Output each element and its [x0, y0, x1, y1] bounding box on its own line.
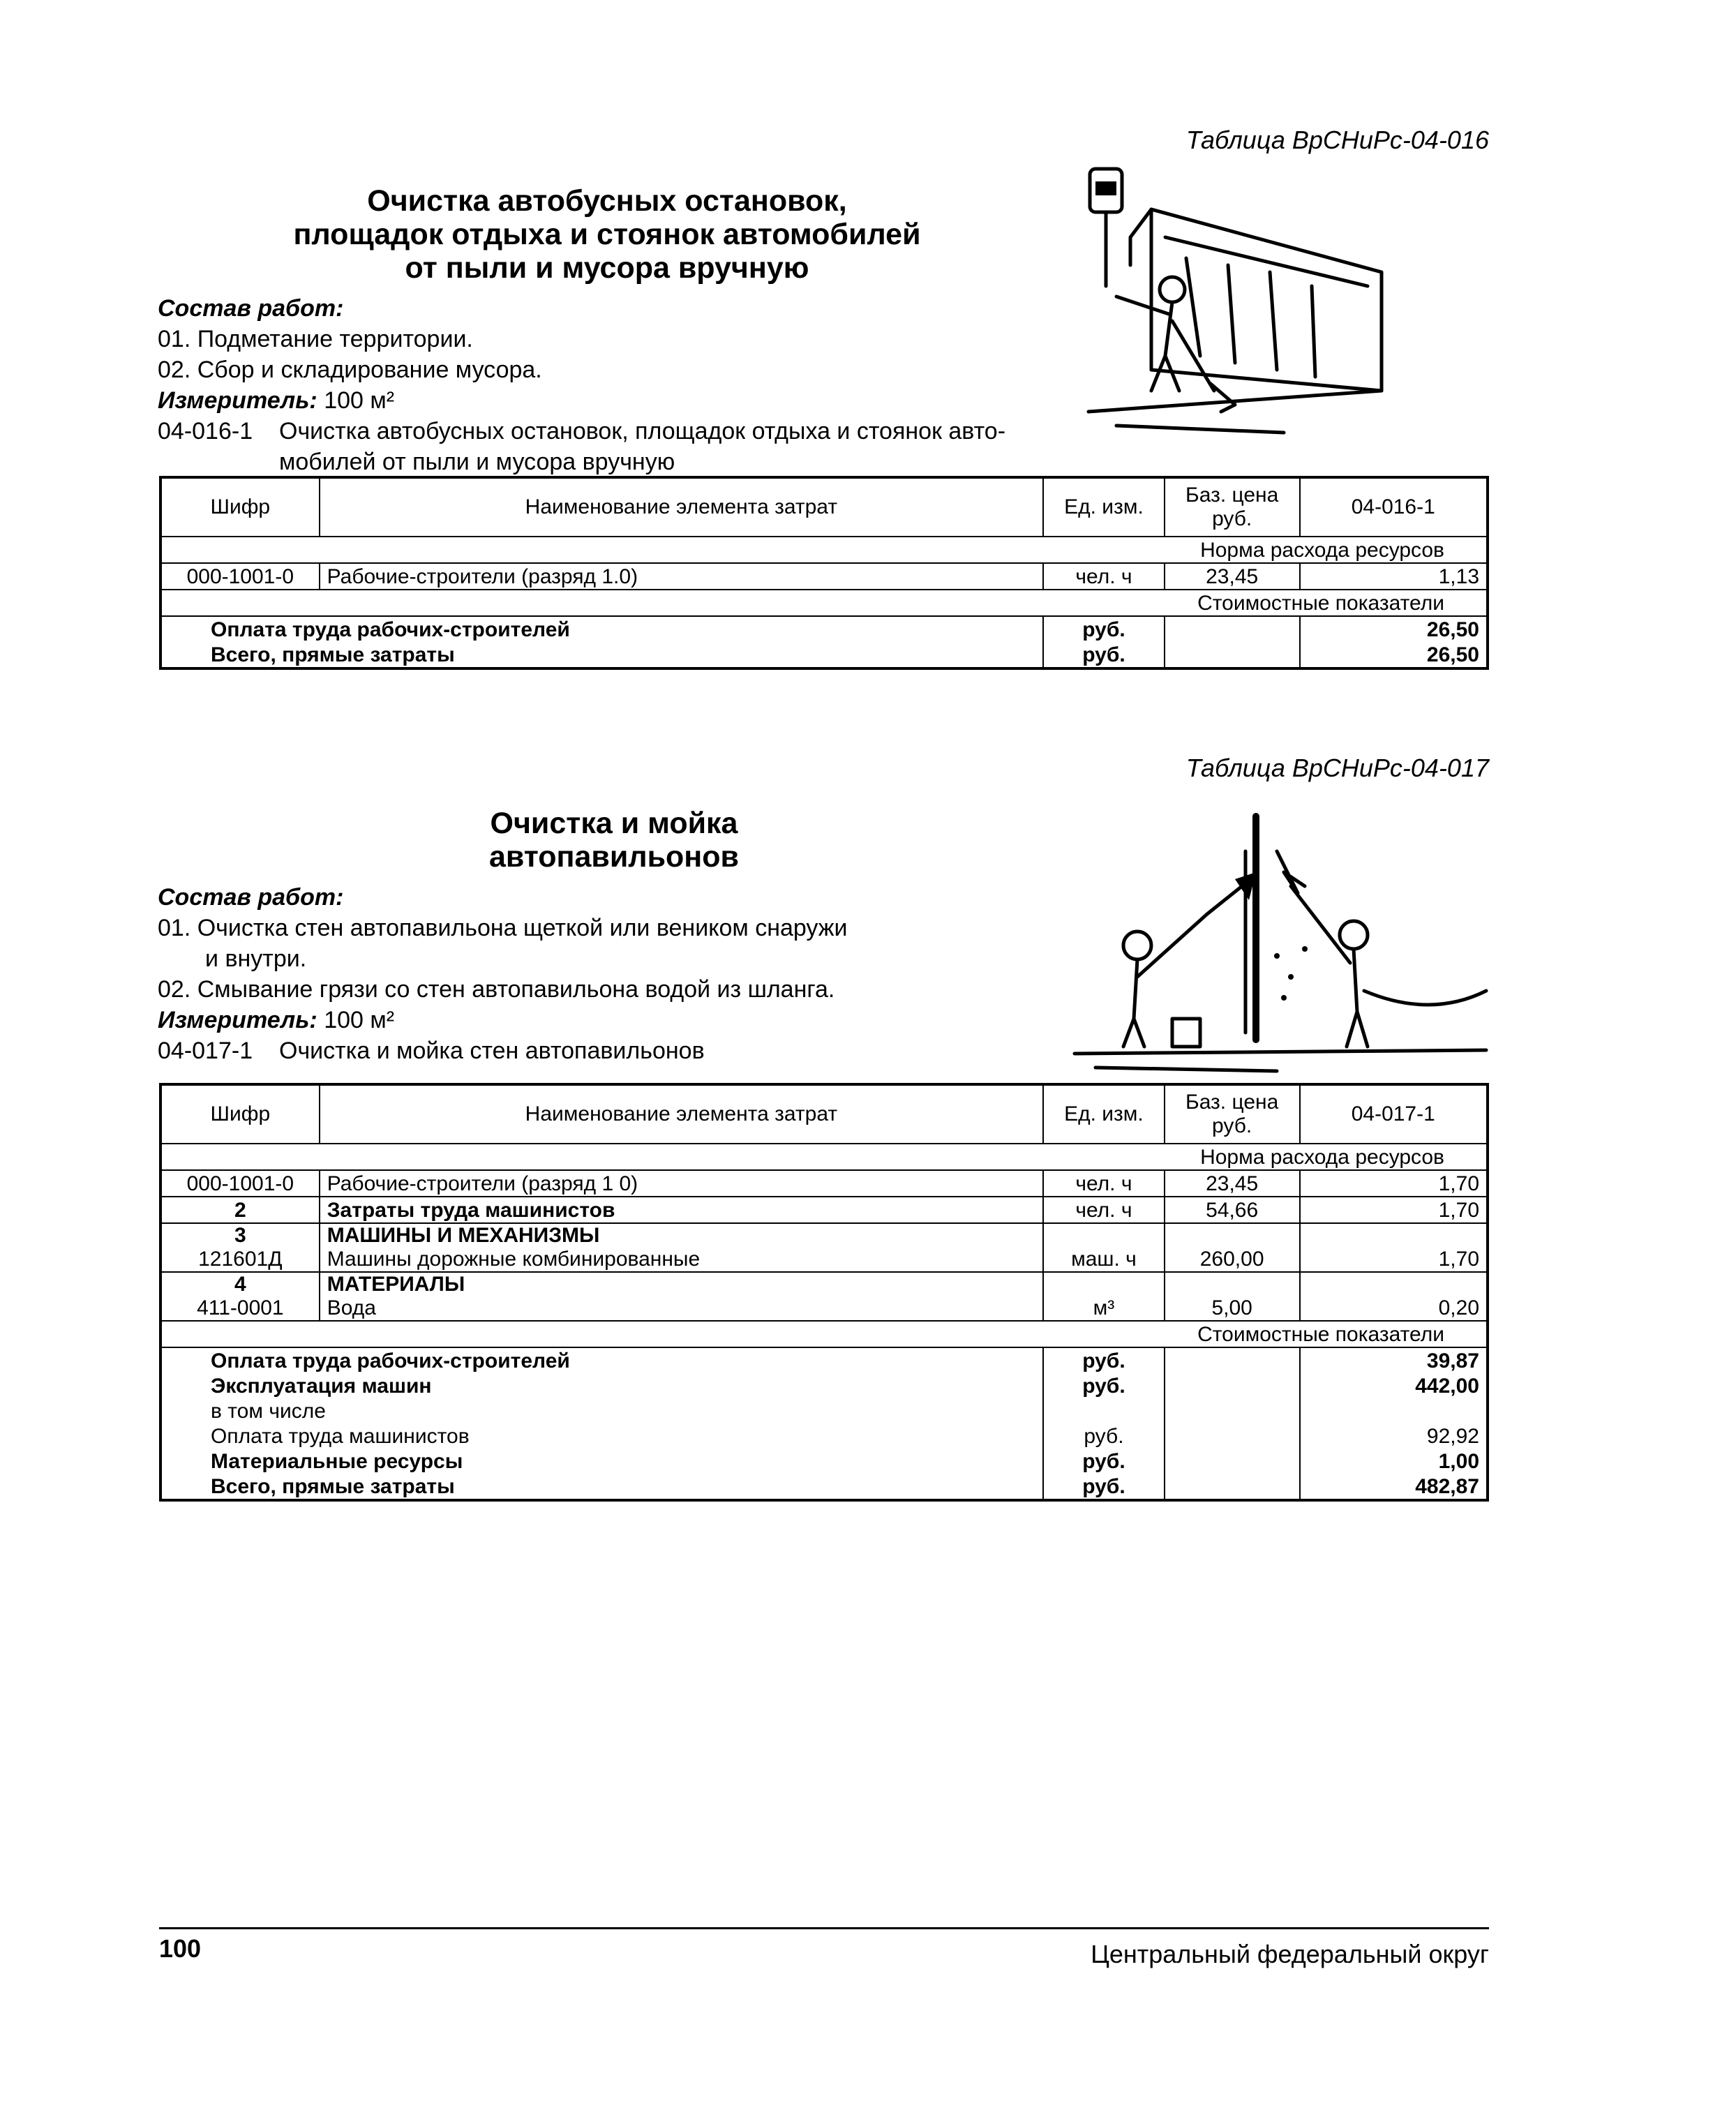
- cell-code: 000-1001-0: [160, 563, 320, 590]
- cell-price: 23,45: [1165, 563, 1300, 590]
- header-unit: Ед. изм.: [1043, 477, 1165, 537]
- cost-row: [160, 1474, 1488, 1500]
- cost-value: 92,92: [1300, 1423, 1488, 1449]
- cost-row: [160, 616, 1488, 642]
- header-price-line: Баз. цена: [1185, 1091, 1279, 1114]
- header-code: Шифр: [160, 477, 320, 537]
- cost-value: 26,50: [1300, 616, 1488, 642]
- code-line-code: 04-016-1: [158, 418, 253, 444]
- header-norm-code: 04-016-1: [1300, 477, 1488, 537]
- cost-row: [160, 1423, 1488, 1449]
- section-2-description: [158, 882, 1065, 1066]
- cost-unit: руб.: [1043, 1423, 1165, 1449]
- title-line: Очистка автобусных остановок,: [367, 184, 847, 218]
- cell-name: [320, 1272, 1043, 1321]
- group-code: 3: [234, 1224, 246, 1247]
- cell-price: 260,00: [1165, 1223, 1300, 1272]
- meter-label: Измеритель:: [158, 387, 317, 414]
- header-price-line: руб.: [1212, 1114, 1252, 1137]
- table-row: [160, 1170, 1488, 1197]
- cell-name: Затраты труда машинистов: [320, 1197, 1043, 1223]
- cost-empty: [1165, 642, 1300, 668]
- cell-unit: чел. ч: [1043, 563, 1165, 590]
- step-item: 02. Сбор и складирование мусора.: [158, 357, 542, 383]
- cost-name: Оплата труда машинистов: [160, 1423, 1043, 1449]
- cost-unit: [1043, 1398, 1165, 1423]
- step-item: 02. Смывание грязи со стен автопавильона водой из шланга.: [158, 976, 835, 1003]
- cost-header: Стоимостные показатели: [160, 1321, 1488, 1347]
- meter-value: 100 м²: [324, 387, 395, 414]
- cost-unit: руб.: [1043, 1373, 1165, 1398]
- section-1-description: [158, 293, 1135, 477]
- cell-value: 1,70: [1300, 1197, 1488, 1223]
- cost-name: в том числе: [160, 1398, 1043, 1423]
- cost-empty: [1165, 1347, 1300, 1373]
- group-name: МАШИНЫ И МЕХАНИЗМЫ: [327, 1224, 600, 1247]
- header-price-line: Баз. цена: [1185, 484, 1279, 507]
- cost-row: [160, 1398, 1488, 1423]
- cell-unit: чел. ч: [1043, 1170, 1165, 1197]
- header-name: Наименование элемента затрат: [320, 1084, 1043, 1144]
- cost-empty: [1165, 1474, 1300, 1500]
- cost-header-row: [160, 590, 1488, 616]
- norm-header: Норма расхода ресурсов: [160, 1144, 1488, 1170]
- section-2-title: [391, 807, 837, 874]
- cell-unit: маш. ч: [1043, 1223, 1165, 1272]
- table-ref-1: Таблица ВрСНиРс-04-016: [1185, 126, 1489, 154]
- cost-empty: [1165, 1373, 1300, 1398]
- cost-value: 482,87: [1300, 1474, 1488, 1500]
- cost-unit: руб.: [1043, 1449, 1165, 1474]
- code-line-continued: мобилей от пыли и мусора вручную: [279, 449, 675, 475]
- step-item: 01. Подметание территории.: [158, 326, 473, 352]
- composition-label: Состав работ:: [158, 884, 344, 911]
- meter-value: 100 м²: [324, 1007, 395, 1033]
- title-line: от пыли и мусора вручную: [405, 251, 809, 285]
- title-line: Очистка и мойка: [490, 807, 738, 840]
- cell-code: [160, 1272, 320, 1321]
- norm-header: Норма расхода ресурсов: [160, 537, 1488, 563]
- cost-unit: руб.: [1043, 616, 1165, 642]
- cost-value: 39,87: [1300, 1347, 1488, 1373]
- cost-value: 26,50: [1300, 642, 1488, 668]
- code-line-text: Очистка автобусных остановок, площадок отдыха и стоянок авто-: [279, 418, 1006, 444]
- cost-row: [160, 1373, 1488, 1398]
- cost-value: [1300, 1398, 1488, 1423]
- table-ref-2: Таблица ВрСНиРс-04-017: [1185, 754, 1489, 782]
- table-row: [160, 1197, 1488, 1223]
- cost-empty: [1165, 1398, 1300, 1423]
- header-price: [1165, 477, 1300, 537]
- cost-table-1: [159, 476, 1489, 670]
- cell-price: 5,00: [1165, 1272, 1300, 1321]
- cost-empty: [1165, 1423, 1300, 1449]
- cost-name: Материальные ресурсы: [160, 1449, 1043, 1474]
- table-row: [160, 563, 1488, 590]
- cost-empty: [1165, 1449, 1300, 1474]
- title-line: площадок отдыха и стоянок автомобилей: [293, 218, 921, 251]
- section-1-title: [209, 184, 1005, 285]
- cell-name: [320, 1223, 1043, 1272]
- cost-name: Всего, прямые затраты: [160, 1474, 1043, 1500]
- cell-name: Рабочие-строители (разряд 1.0): [320, 563, 1043, 590]
- cell-value: 1,70: [1300, 1223, 1488, 1272]
- cost-header-row: [160, 1321, 1488, 1347]
- header-code: Шифр: [160, 1084, 320, 1144]
- table-header-row: [160, 1084, 1488, 1144]
- table-header-row: [160, 477, 1488, 537]
- cell-name: Рабочие-строители (разряд 1 0): [320, 1170, 1043, 1197]
- group-code: 4: [234, 1273, 246, 1296]
- group-name: МАТЕРИАЛЫ: [327, 1273, 465, 1296]
- cell-value: 0,20: [1300, 1272, 1488, 1321]
- meter-label: Измеритель:: [158, 1007, 317, 1033]
- cost-unit: руб.: [1043, 1347, 1165, 1373]
- code-line-code: 04-017-1: [158, 1038, 253, 1064]
- cost-name: Эксплуатация машин: [160, 1373, 1043, 1398]
- cost-table-2: [159, 1083, 1489, 1502]
- norm-header-row: [160, 537, 1488, 563]
- cell-code: [160, 1223, 320, 1272]
- step-item-continued: и внутри.: [205, 945, 307, 972]
- cost-row: [160, 1449, 1488, 1474]
- norm-header-row: [160, 1144, 1488, 1170]
- cost-name: Оплата труда рабочих-строителей: [160, 616, 1043, 642]
- title-line: автопавильонов: [489, 840, 739, 874]
- cost-name: Всего, прямые затраты: [160, 642, 1043, 668]
- header-unit: Ед. изм.: [1043, 1084, 1165, 1144]
- cost-empty: [1165, 616, 1300, 642]
- code-line-text: Очистка и мойка стен автопавильонов: [279, 1038, 705, 1064]
- cell-code: 000-1001-0: [160, 1170, 320, 1197]
- bus-stop-cleaning-illustration: [1075, 160, 1395, 447]
- cost-unit: руб.: [1043, 642, 1165, 668]
- cost-name: Оплата труда рабочих-строителей: [160, 1347, 1043, 1373]
- table-row: [160, 1223, 1488, 1272]
- cell-unit: чел. ч: [1043, 1197, 1165, 1223]
- footer-region: Центральный федеральный округ: [1091, 1940, 1489, 1968]
- cell-value: 1,70: [1300, 1170, 1488, 1197]
- item-code: 121601Д: [198, 1248, 283, 1271]
- cost-header: Стоимостные показатели: [160, 590, 1488, 616]
- header-name: Наименование элемента затрат: [320, 477, 1043, 537]
- cost-row: [160, 642, 1488, 668]
- pavilion-washing-illustration: [1068, 809, 1493, 1082]
- code-line: [158, 1035, 1065, 1066]
- cost-value: 442,00: [1300, 1373, 1488, 1398]
- step-item: 01. Очистка стен автопавильона щеткой или веником снаружи: [158, 915, 848, 941]
- item-code: 411-0001: [197, 1296, 284, 1319]
- cell-value: 1,13: [1300, 563, 1488, 590]
- item-name: Машины дорожные комбинированные: [327, 1248, 701, 1271]
- header-price-line: руб.: [1212, 507, 1252, 530]
- cell-unit: м³: [1043, 1272, 1165, 1321]
- cell-price: 23,45: [1165, 1170, 1300, 1197]
- code-line: [158, 416, 1135, 447]
- cost-row: [160, 1347, 1488, 1373]
- page-number: 100: [159, 1934, 202, 1963]
- composition-label: Состав работ:: [158, 295, 344, 322]
- item-name: Вода: [327, 1296, 376, 1319]
- footer-rule: [159, 1927, 1489, 1929]
- cost-unit: руб.: [1043, 1474, 1165, 1500]
- header-norm-code: 04-017-1: [1300, 1084, 1488, 1144]
- meter-line: [158, 385, 1135, 416]
- table-row: [160, 1272, 1488, 1321]
- cell-code: 2: [160, 1197, 320, 1223]
- cost-value: 1,00: [1300, 1449, 1488, 1474]
- header-price: [1165, 1084, 1300, 1144]
- meter-line: [158, 1005, 1065, 1035]
- cell-price: 54,66: [1165, 1197, 1300, 1223]
